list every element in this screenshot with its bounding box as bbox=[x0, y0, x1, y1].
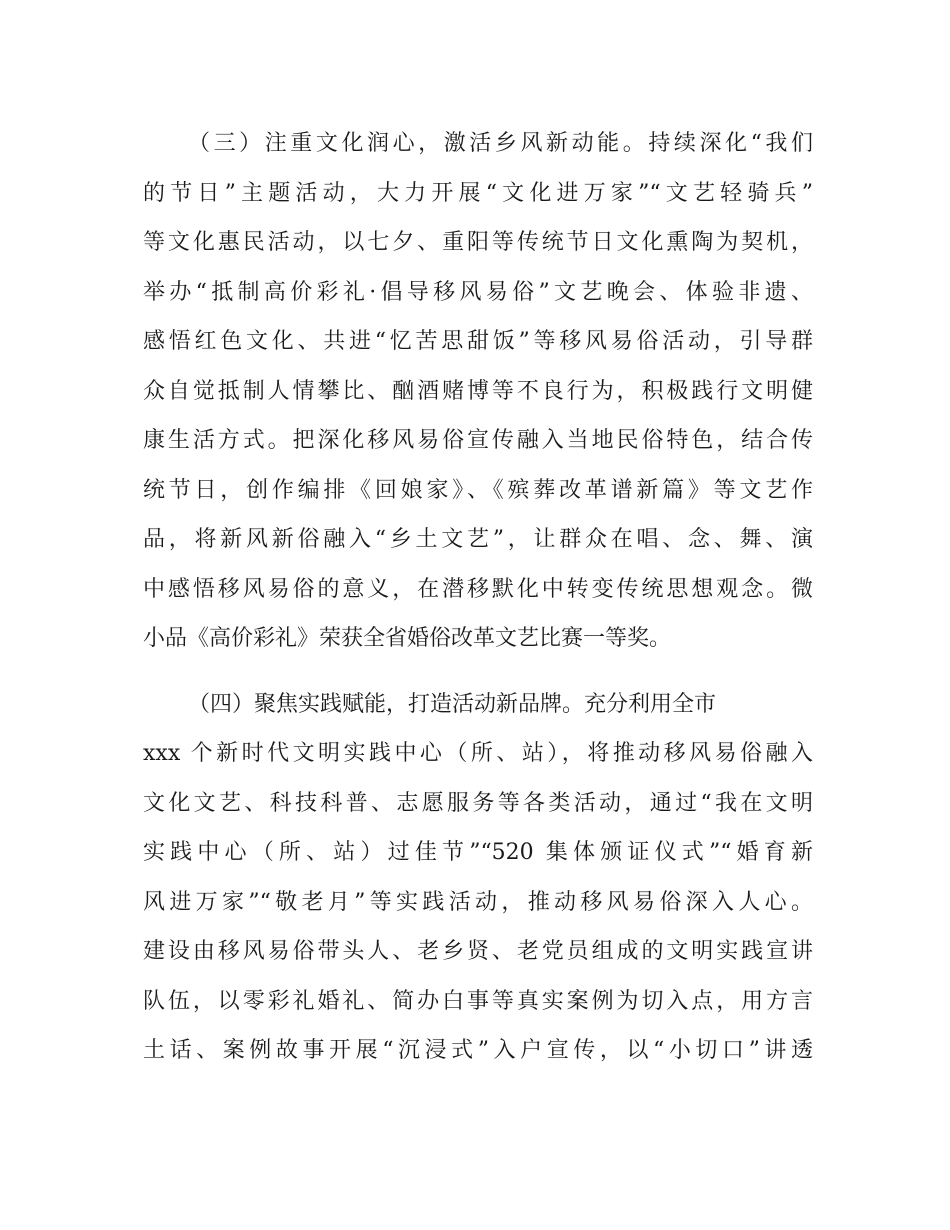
text-line: 中感悟移风易俗的意义，在潜移默化中转变传统思想观念。微 bbox=[143, 577, 813, 602]
text-line: （三）注重文化润心，激活乡风新动能。持续深化“我们 bbox=[188, 131, 813, 156]
text-line: 感悟红色文化、共进“忆苦思甜饭”等移风易俗活动，引导群 bbox=[143, 329, 813, 354]
text-line: 举办“抵制高价彩礼·倡导移风易俗”文艺晚会、体验非遗、 bbox=[143, 280, 813, 305]
text-line: xxx 个新时代文明实践中心（所、站），将推动移风易俗融入 bbox=[143, 741, 813, 766]
text-line: 众自觉抵制人情攀比、酗酒赌博等不良行为，积极践行文明健 bbox=[143, 379, 813, 404]
text-line: 实践中心（所、站）过佳节”“520 集体颁证仪式”“婚育新 bbox=[143, 840, 813, 865]
text-line: 土话、案例故事开展“沉浸式”入户宣传，以“小切口”讲透 bbox=[143, 1038, 813, 1063]
text-line: 统节日，创作编排《回娘家》、《殡葬改革谱新篇》等文艺作 bbox=[143, 478, 813, 503]
text-line: 队伍，以零彩礼婚礼、简办白事等真实案例为切入点，用方言 bbox=[143, 989, 813, 1014]
text-line: （四）聚焦实践赋能，打造活动新品牌。充分利用全市 bbox=[188, 692, 717, 717]
text-line: 的节日”主题活动，大力开展“文化进万家”“文艺轻骑兵” bbox=[143, 181, 813, 206]
text-line: 品，将新风新俗融入“乡土文艺”，让群众在唱、念、舞、演 bbox=[143, 527, 813, 552]
text-line: 小品《高价彩礼》荣获全省婚俗改革文艺比赛一等奖。 bbox=[143, 626, 672, 651]
text-line: 建设由移风易俗带头人、老乡贤、老党员组成的文明实践宣讲 bbox=[143, 939, 813, 964]
text-line: 等文化惠民活动，以七夕、重阳等传统节日文化熏陶为契机， bbox=[143, 230, 813, 255]
text-line: 风进万家”“敬老月”等实践活动，推动移风易俗深入人心。 bbox=[143, 890, 813, 915]
text-line: 文化文艺、科技科普、志愿服务等各类活动，通过“我在文明 bbox=[143, 791, 813, 816]
text-line: 康生活方式。把深化移风易俗宣传融入当地民俗特色，结合传 bbox=[143, 428, 813, 453]
